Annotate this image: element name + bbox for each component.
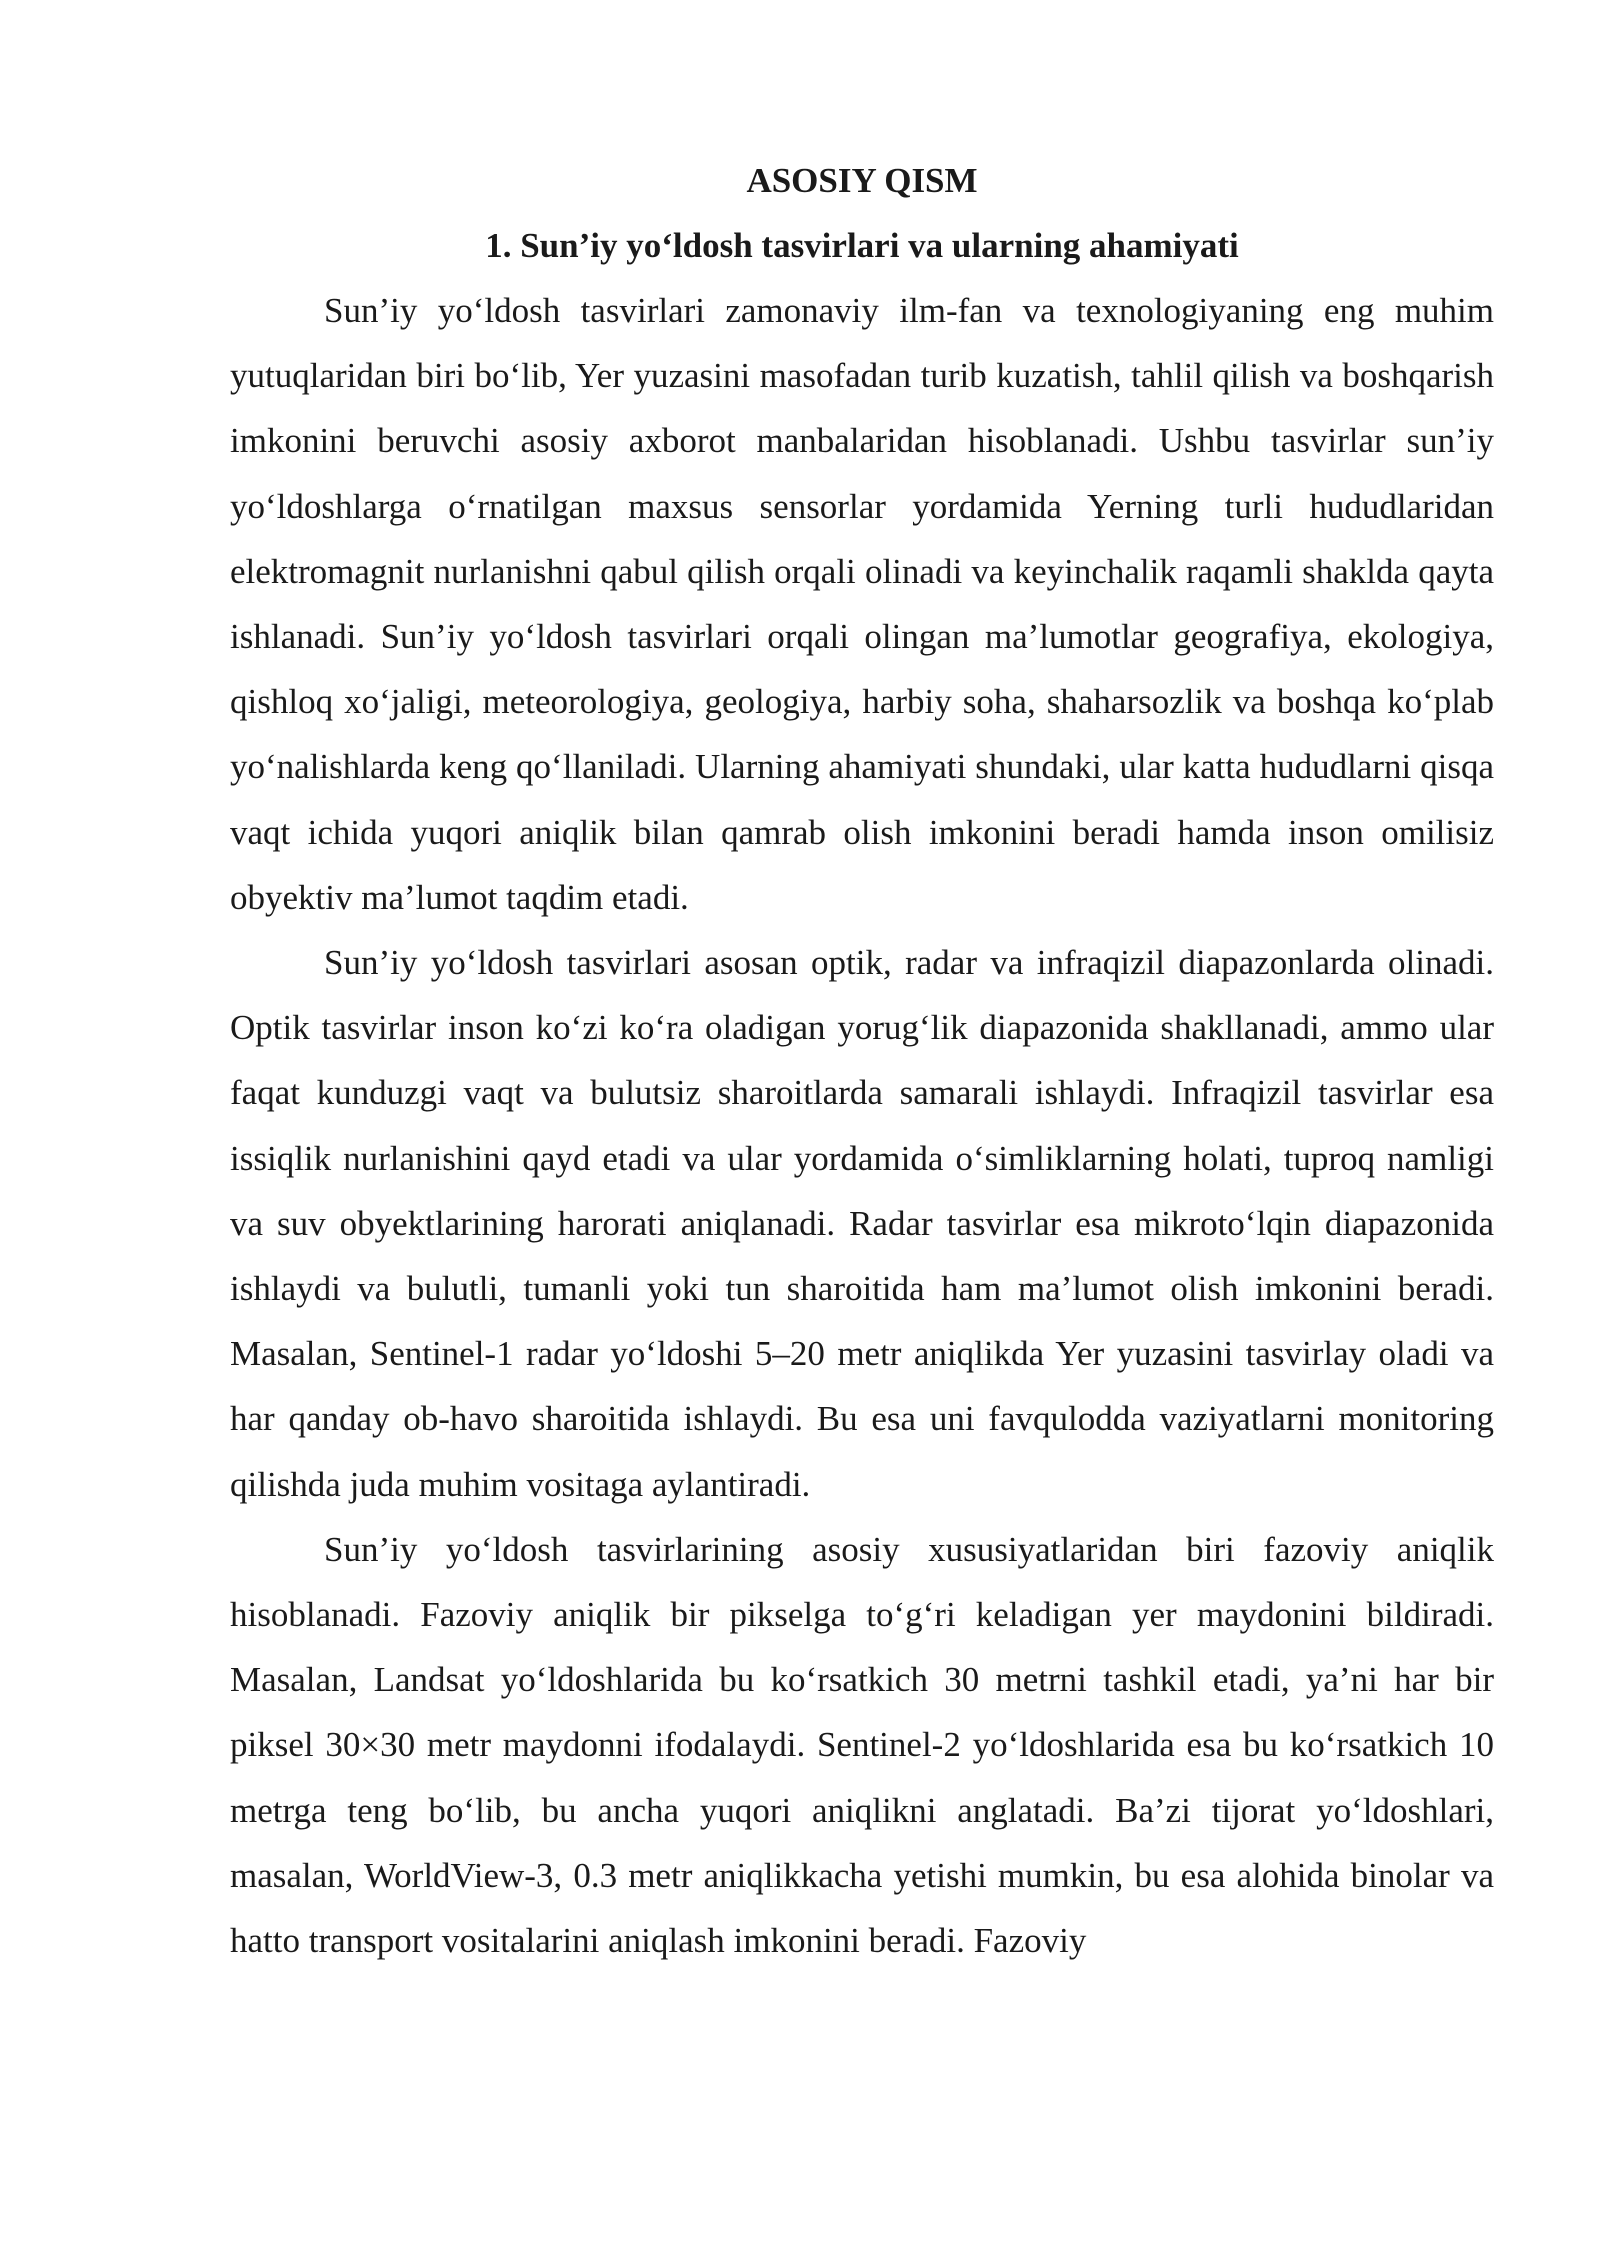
paragraph-3: Sun’iy yo‘ldosh tasvirlarining asosiy xususiyatlaridan biri fazoviy aniqlik hisoblanadi. Fazoviy aniqlik bir pikselga to‘g‘ri keladigan yer maydonini bildiradi. Masalan, Landsat yo‘ldoshlarida bu ko‘rsatkich 30 metrni tashkil etadi, ya’ni har bir piksel 30×30 metr maydonni ifodalaydi. Sentinel-2 yo‘ldoshlarida esa bu ko‘rsatkich 10 metrga teng bo‘lib, bu ancha yuqori aniqlikni anglatadi. Ba’zi tijorat yo‘ldoshlari, masalan, WorldView-3, 0.3 metr aniqlikkacha yetishi mumkin, bu esa alohida binolar va hatto transport vositalarini aniqlash imkonini beradi. Fazoviy xyxy=(230,1529,1494,1961)
paragraph-1: Sun’iy yo‘ldosh tasvirlari zamonaviy ilm-fan va texnologiyaning eng muhim yutuqlaridan biri bo‘lib, Yer yuzasini masofadan turib kuzatish, tahlil qilish va boshqarish imkonini beruvchi asosiy axborot manbalaridan hisoblanadi. Ushbu tasvirlar sun’iy yo‘ldoshlarga o‘rnatilgan maxsus sensorlar yordamida Yerning turli hududlaridan elektromagnit nurlanishni qabul qilish orqali olinadi va keyinchalik raqamli shaklda qayta ishlanadi. Sun’iy yo‘ldosh tasvirlari orqali olingan ma’lumotlar geografiya, ekologiya, qishloq xo‘jaligi, meteorologiya, geologiya, harbiy soha, shaharsozlik va boshqa ko‘plab yo‘nalishlarda keng qo‘llaniladi. Ularning ahamiyati shundaki, ular katta hududlarni qisqa vaqt ichida yuqori aniqlik bilan qamrab olish imkonini beradi hamda inson omilisiz obyektiv ma’lumot taqdim etadi. xyxy=(230,291,1494,917)
document-page xyxy=(230,148,1494,1973)
section-heading: 1. Sun’iy yo‘ldosh tasvirlari va ularning ahamiyati xyxy=(485,226,1239,265)
paragraph-2: Sun’iy yo‘ldosh tasvirlari asosan optik, radar va infraqizil diapazonlarda olinadi. Optik tasvirlar inson ko‘zi ko‘ra oladigan yorug‘lik diapazonida shakllanadi, ammo ular faqat kunduzgi vaqt va bulutsiz sharoitlarda samarali ishlaydi. Infraqizil tasvirlar esa issiqlik nurlanishini qayd etadi va ular yordamida o‘simliklarning holati, tuproq namligi va suv obyektlarining harorati aniqlanadi. Radar tasvirlar esa mikroto‘lqin diapazonida ishlaydi va bulutli, tumanli yoki tun sharoitida ham ma’lumot olish imkonini beradi. Masalan, Sentinel-1 radar yo‘ldoshi 5–20 metr aniqlikda Yer yuzasini tasvirlay oladi va har qanday ob-havo sharoitida ishlaydi. Bu esa uni favqulodda vaziyatlarni monitoring qilishda juda muhim vositaga aylantiradi. xyxy=(230,943,1494,1504)
main-heading: ASOSIY QISM xyxy=(746,161,978,200)
